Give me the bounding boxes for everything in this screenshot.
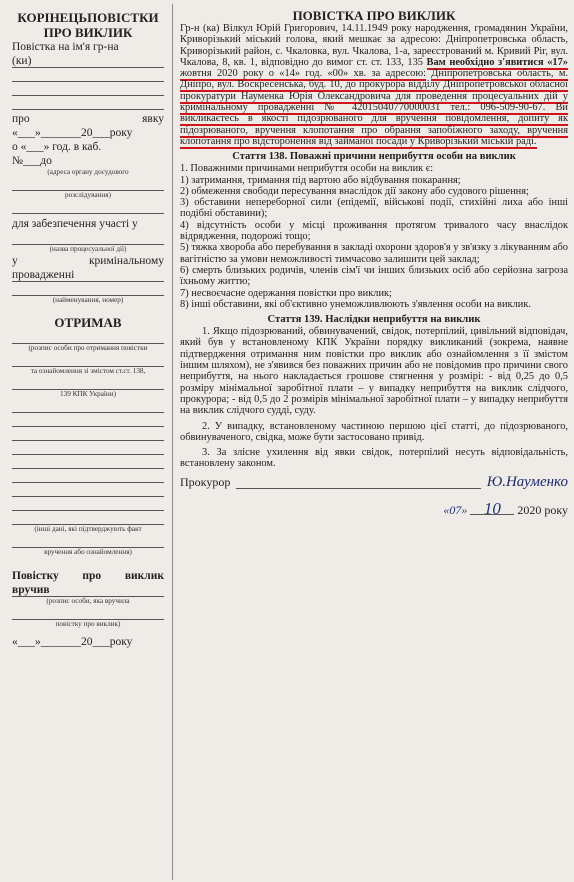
article-138-item: 4) відсутність особи у місці проживання протягом тривалого часу внаслідок відрядження, подорожі тощо; <box>180 219 568 243</box>
caption: (назва процесуальної дії) <box>49 245 127 253</box>
prosecutor-signature-row <box>180 476 568 489</box>
blank-line <box>12 68 164 82</box>
blank-line <box>12 353 164 367</box>
caption: (розпис особи, яка вручила <box>46 597 130 605</box>
blank-line <box>12 511 164 525</box>
stub-time-line: о «___» год. в каб. <box>12 141 102 153</box>
date-day: «07» <box>443 502 468 517</box>
stub-word: у <box>12 255 18 267</box>
article-139-title: Стаття 139. Наслідки неприбуття на виклик <box>267 314 481 326</box>
caption: повістку про виклик) <box>55 620 121 628</box>
stub-line: провадженні <box>12 268 164 282</box>
addressee-text: Гр-н (ка) Вілкул Юрій Григорович, 14.11.1949 року народження, громадянин України, Криворізький міський голова, який мешкає за адресою: Дніпропетровська область, Криворізький район, с. Чкаловка, вул. Чкалова, 1-а, зареєстрований м. Кривий Ріг, вул. Чкалова, 8, кв. 1, відповідно до вимог ст. ст. 133, 135 <box>180 23 568 68</box>
stub-date-line: «___»_______20___року <box>12 636 133 648</box>
stub-word: Повістку <box>12 570 59 582</box>
blank-line <box>12 231 164 245</box>
blank-line <box>12 82 164 96</box>
caption: (розпис особи про отримання повістки <box>28 344 148 352</box>
stub-column <box>12 10 164 649</box>
article-139-item: 1. Якщо підозрюваний, обвинувачений, свідок, потерпілий, цивільний відповідач, який був у встановленому КПК України порядку викликаний (зокрема, наявне підтвердження отримання ним повістки про виклик або ознайомлення з її змістом іншим шляхом), не з'явився без поважних причин або не повідомив про причини свого неприбуття, на нього накладається грошове стягнення у розмірі: - від 0,25 до 0,5 розміру мінімальної заробітної плати – у випадку неприбуття на виклик слідчого, прокурора; - від 0,5 до 2 розмірів мінімальної заробітної плати – у випадку неприбуття на виклик слідчого судді, суду. <box>180 326 568 417</box>
caption: (адреса органу досудового <box>47 168 129 176</box>
received-heading: ОТРИМАВ <box>54 315 122 330</box>
stub-date-line: «___»_______20___року <box>12 127 133 139</box>
blank-line <box>12 376 164 390</box>
venue-text: Дніпропетровська область, м. Дніпро, вул. Воскресенська, буд. 10, до прокурора відділу Дніпропетровської обласної прокуратури Науменка Юрія Олександровича для проведення процесуальних дій у кримінальному провадженні № 42015040770000031 тел.: 096-509-90-67. Ви викликаєтесь в якості підозрюваного для вручення повідомлення, допиту як підозрюваного, вручення клопотання про обрання запобіжного заходу, вручення клопотання про відсторонення від займаної посади у Криворізький міській раді. <box>180 68 568 147</box>
stub-word: про <box>82 570 102 582</box>
stub-word: про <box>12 113 30 125</box>
article-138-title: Стаття 138. Поважні причини неприбуття особи на виклик <box>232 151 516 163</box>
blank-line <box>12 483 164 497</box>
stub-word: виклик <box>124 570 164 582</box>
handwritten-signature: Ю.Науменко <box>486 474 568 491</box>
blank-line <box>12 399 164 413</box>
caption: вручення або ознайомлення) <box>44 548 132 556</box>
article-138-item: 6) смерть близьких родичів, членів сім'ї чи інших близьких осіб або серйозна загроза їхньому життю; <box>180 264 568 288</box>
article-138-item: 5) тяжка хвороба або перебування в закладі охорони здоров'я у зв'язку з лікуванням або вагітністю за умови неможливості тимчасово залишити цей заклад; <box>180 242 568 265</box>
article-139-item: 3. За злісне ухилення від явки свідок, потерпілий несуть відповідальність, встановлену законом. <box>180 447 568 470</box>
article-138-item: 2) обмеження свободи пересування внаслідок дії закону або судового рішення; <box>180 185 529 197</box>
stub-title: КОРІНЕЦЬПОВІСТКИ ПРО ВИКЛИК <box>17 10 159 40</box>
blank-line <box>12 469 164 483</box>
stub-line: (ки) <box>12 54 164 68</box>
prosecutor-label: Прокурор <box>180 475 231 490</box>
stub-line: вручив <box>12 583 164 597</box>
stub-line: для забезпечення участі у <box>12 218 138 230</box>
issue-date <box>180 498 568 518</box>
summons-column <box>180 8 568 516</box>
blank-line <box>12 282 164 296</box>
article-138-item: 7) несвоєчасне одержання повістки про виклик; <box>180 287 392 299</box>
article-138-item: 3) обставини непереборної сили (епідемії, військові події, стихійні лиха або інші подібні обставини); <box>180 197 568 220</box>
article-138-item: 8) інші обставини, які об'єктивно унеможливлюють з'явлення особи на виклик. <box>180 298 531 310</box>
blank-line <box>12 177 164 191</box>
blank-line <box>12 96 164 110</box>
caption: (інші дані, які підтверджують факт <box>34 525 142 533</box>
blank-line <box>12 455 164 469</box>
caption: розслідування) <box>65 191 111 199</box>
article-138-list <box>180 163 568 310</box>
stub-word: явку <box>142 113 164 125</box>
article-139-item: 2. У випадку, встановленому частиною першою цієї статті, до підозрюваного, обвинуваченого, свідка, може бути застосовано привід. <box>180 420 568 443</box>
caption: та ознайомлення зі змістом ст.ст. 138, <box>30 367 146 375</box>
blank-line <box>12 606 164 620</box>
stub-room-line: №___до <box>12 155 52 167</box>
article-139-list <box>180 326 568 470</box>
date-month: 10 <box>470 503 514 515</box>
stub-line: Повістка на ім'я гр-на <box>12 41 119 53</box>
article-138-item: 1) затримання, тримання під вартою або відбування покарання; <box>180 174 461 186</box>
stub-word: кримінальному <box>88 255 164 267</box>
article-138-item: 1. Поважними причинами неприбуття особи на виклик є: <box>180 163 434 175</box>
blank-line <box>12 413 164 427</box>
caption: (найменування, номер) <box>52 296 124 304</box>
blank-line <box>12 534 164 548</box>
tear-line <box>172 4 173 880</box>
appear-text: Вам необхідно з'явитися «17» <box>426 56 568 68</box>
signature-line <box>236 476 480 489</box>
date-time-text: жовтня 2020 року о «14» год. «00» хв. за адресою: <box>180 68 426 80</box>
blank-line <box>12 441 164 455</box>
blank-line <box>12 200 164 214</box>
summons-title: ПОВІСТКА ПРО ВИКЛИК <box>292 8 456 23</box>
date-year: 2020 року <box>517 502 568 517</box>
summons-text <box>180 23 568 147</box>
blank-line <box>12 330 164 344</box>
caption: 139 КПК України) <box>60 390 116 398</box>
blank-line <box>12 497 164 511</box>
blank-line <box>12 427 164 441</box>
